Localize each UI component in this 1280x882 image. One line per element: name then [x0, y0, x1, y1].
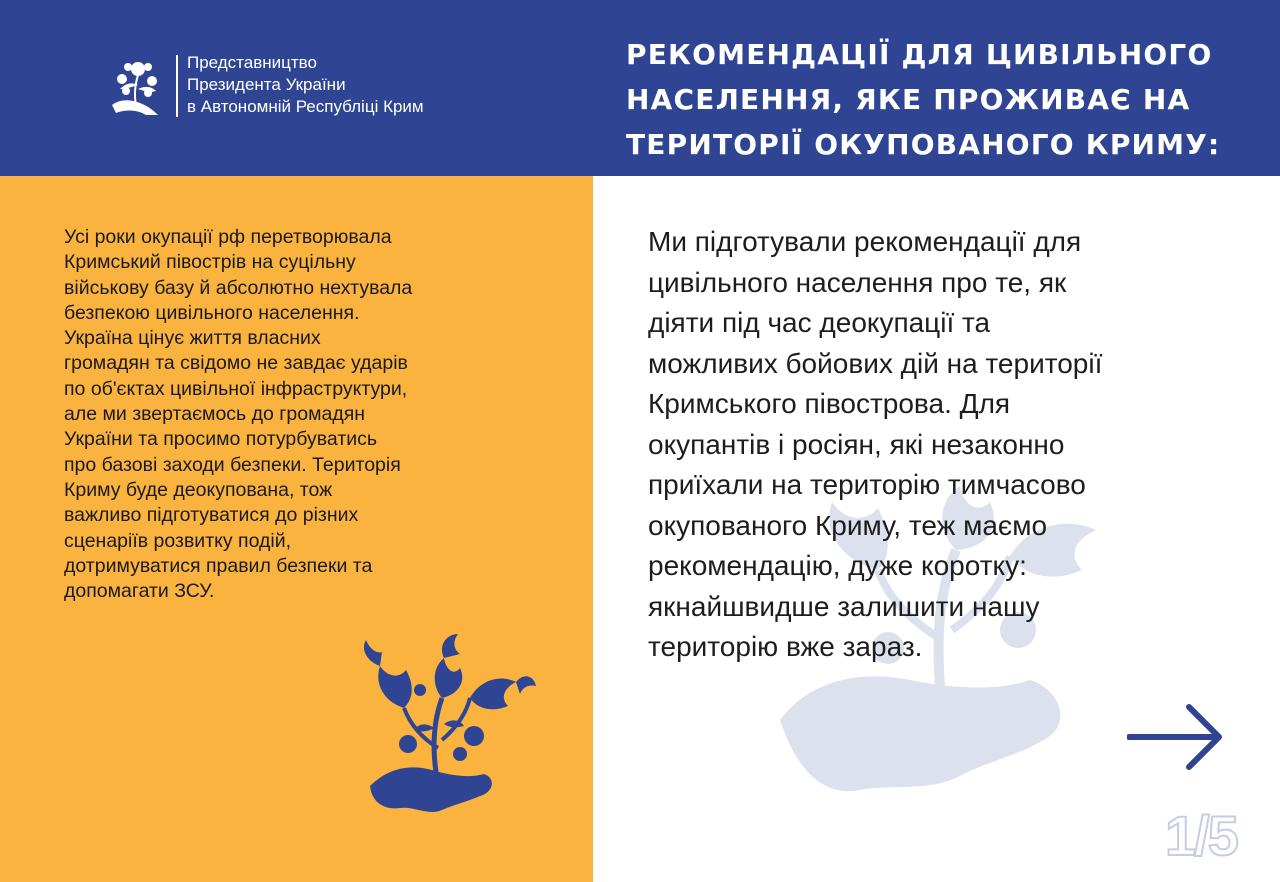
paragraph-line: Кримський півострів на суцільну	[64, 251, 356, 274]
page-counter: 1/5	[1165, 804, 1237, 867]
paragraph-line: окупантів і росіян, які незаконно	[648, 428, 1065, 460]
title-line: НАСЕЛЕННЯ, ЯКЕ ПРОЖИВАЄ НА	[626, 83, 1191, 116]
title-line: РЕКОМЕНДАЦІЇ ДЛЯ ЦИВІЛЬНОГО	[626, 38, 1213, 71]
paragraph-line: Криму буде деокупована, тож	[64, 478, 333, 501]
paragraph-line: але ми звертаємось до громадян	[64, 403, 366, 426]
organization-name	[187, 52, 424, 118]
paragraph-line: окупованого Криму, теж маємо	[648, 509, 1048, 541]
paragraph-line: України та просимо потурбуватись	[64, 428, 378, 451]
header-banner	[0, 0, 1280, 176]
paragraph-line: допомагати ЗСУ.	[64, 580, 215, 603]
paragraph-line: про базові заходи безпеки. Територія	[64, 453, 401, 476]
left-paragraph	[64, 225, 534, 604]
flower-emblem-icon	[106, 55, 166, 117]
paragraph-line: громадян та свідомо не завдає ударів	[64, 352, 408, 375]
paragraph-line: важливо підготуватися до різних	[64, 504, 359, 527]
right-paragraph	[648, 222, 1248, 668]
paragraph-line: якнайшвидше залишити нашу	[648, 590, 1040, 622]
paragraph-line: сценаріїв розвитку подій,	[64, 529, 292, 552]
paragraph-line: безпекою цивільного населення.	[64, 301, 360, 324]
paragraph-line: територію вже зараз.	[648, 631, 923, 662]
left-info-panel	[0, 176, 593, 882]
paragraph-line: по об'єктах цивільної інфраструктури,	[64, 377, 408, 400]
paragraph-line: діяти під час деокупації та	[648, 307, 991, 338]
paragraph-line: Кримського півострова. Для	[648, 388, 1011, 419]
paragraph-line: Ми підготували рекомендації для	[648, 226, 1082, 257]
org-line: в Автономній Республіці Крим	[187, 97, 424, 116]
paragraph-line: військову базу й абсолютно нехтувала	[64, 276, 413, 299]
paragraph-line: рекомендацію, дуже коротку:	[648, 550, 1027, 581]
arrow-right-icon[interactable]	[1127, 704, 1227, 770]
org-line: Представництво	[187, 53, 317, 72]
crimea-flower-icon	[348, 628, 538, 818]
paragraph-line: приїхали на територію тимчасово	[648, 469, 1086, 500]
paragraph-line: можливих бойових дій на території	[648, 347, 1103, 379]
page-title	[626, 32, 1266, 167]
org-line: Президента України	[187, 75, 346, 94]
paragraph-line: Усі роки окупації рф перетворювала	[64, 226, 392, 248]
paragraph-line: цивільного населення про те, як	[648, 266, 1067, 298]
logo-divider	[176, 55, 178, 117]
paragraph-line: Україна цінує життя власних	[64, 327, 321, 350]
title-line: ТЕРИТОРІЇ ОКУПОВАНОГО КРИМУ:	[626, 128, 1221, 161]
paragraph-line: дотримуватися правил безпеки та	[64, 554, 373, 577]
